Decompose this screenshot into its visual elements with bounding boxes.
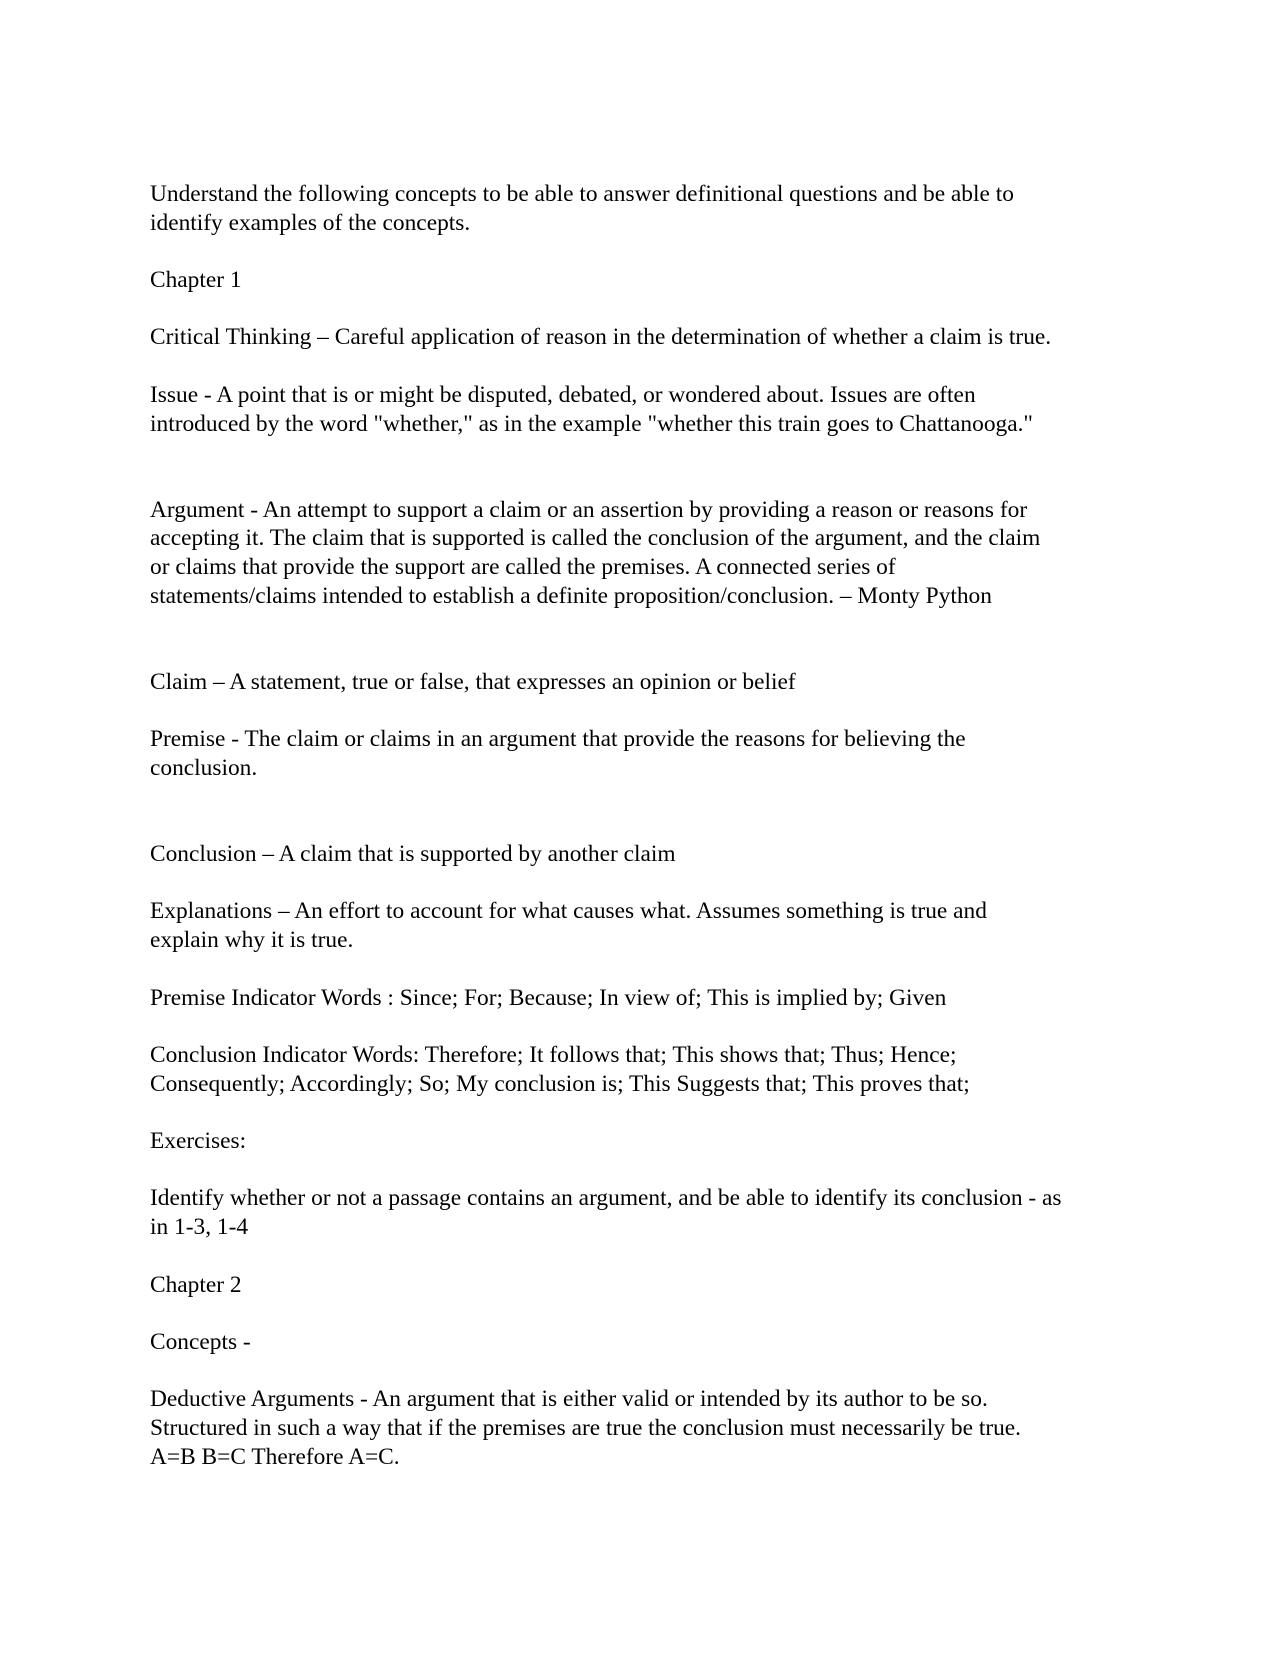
explanations-definition: Explanations – An effort to account for what causes what. Assumes something is true and explain why it is true. <box>150 898 987 954</box>
exercises-text: Identify whether or not a passage contains an argument, and be able to identify its conclusion - as in 1-3, 1-4 <box>150 1185 1062 1241</box>
critical-thinking-definition: Critical Thinking – Careful application of reason in the determination of whether a claim is true. <box>150 324 1052 351</box>
premise-indicator-words: Premise Indicator Words : Since; For; Because; In view of; This is implied by; Given <box>150 984 947 1011</box>
conclusion-definition: Conclusion – A claim that is supported by another claim <box>150 841 676 868</box>
claim-definition: Claim – A statement, true or false, that expresses an opinion or belief <box>150 668 796 695</box>
premise-definition: Premise - The claim or claims in an argument that provide the reasons for believing the conclusion. <box>150 726 966 781</box>
chapter-2-heading: Chapter 2 <box>150 1271 242 1298</box>
document-page <box>150 180 1150 1471</box>
concepts-heading: Concepts - <box>150 1328 251 1355</box>
issue-definition: Issue - A point that is or might be disputed, debated, or wondered about. Issues are often introduced by the word "whether," as in the example "whether this train goes to Chattanooga." <box>150 381 1033 437</box>
conclusion-indicator-words: Conclusion Indicator Words: Therefore; It follows that; This shows that; Thus; Hence; Consequently; Accordingly; So; My conclusion is; This Suggests that; This proves that; <box>150 1041 970 1097</box>
exercises-heading: Exercises: <box>150 1128 247 1155</box>
chapter-1-heading: Chapter 1 <box>150 267 242 294</box>
intro-paragraph: Understand the following concepts to be able to answer definitional questions and be able to identify examples of the concepts. <box>150 181 1014 236</box>
argument-definition: Argument - An attempt to support a claim or an assertion by providing a reason or reasons for accepting it. The claim that is supported is called the conclusion of the argument, and the claim or claims that provide the support are called the premises. A connected series of statements/claims intended to establish a definite proposition/conclusion. – Monty Python <box>150 496 1041 609</box>
deductive-arguments-definition: Deductive Arguments - An argument that is either valid or intended by its author to be so. Structured in such a way that if the premises are true the conclusion must necessarily be true. A=B B=C Therefore A=C. <box>150 1386 1022 1470</box>
